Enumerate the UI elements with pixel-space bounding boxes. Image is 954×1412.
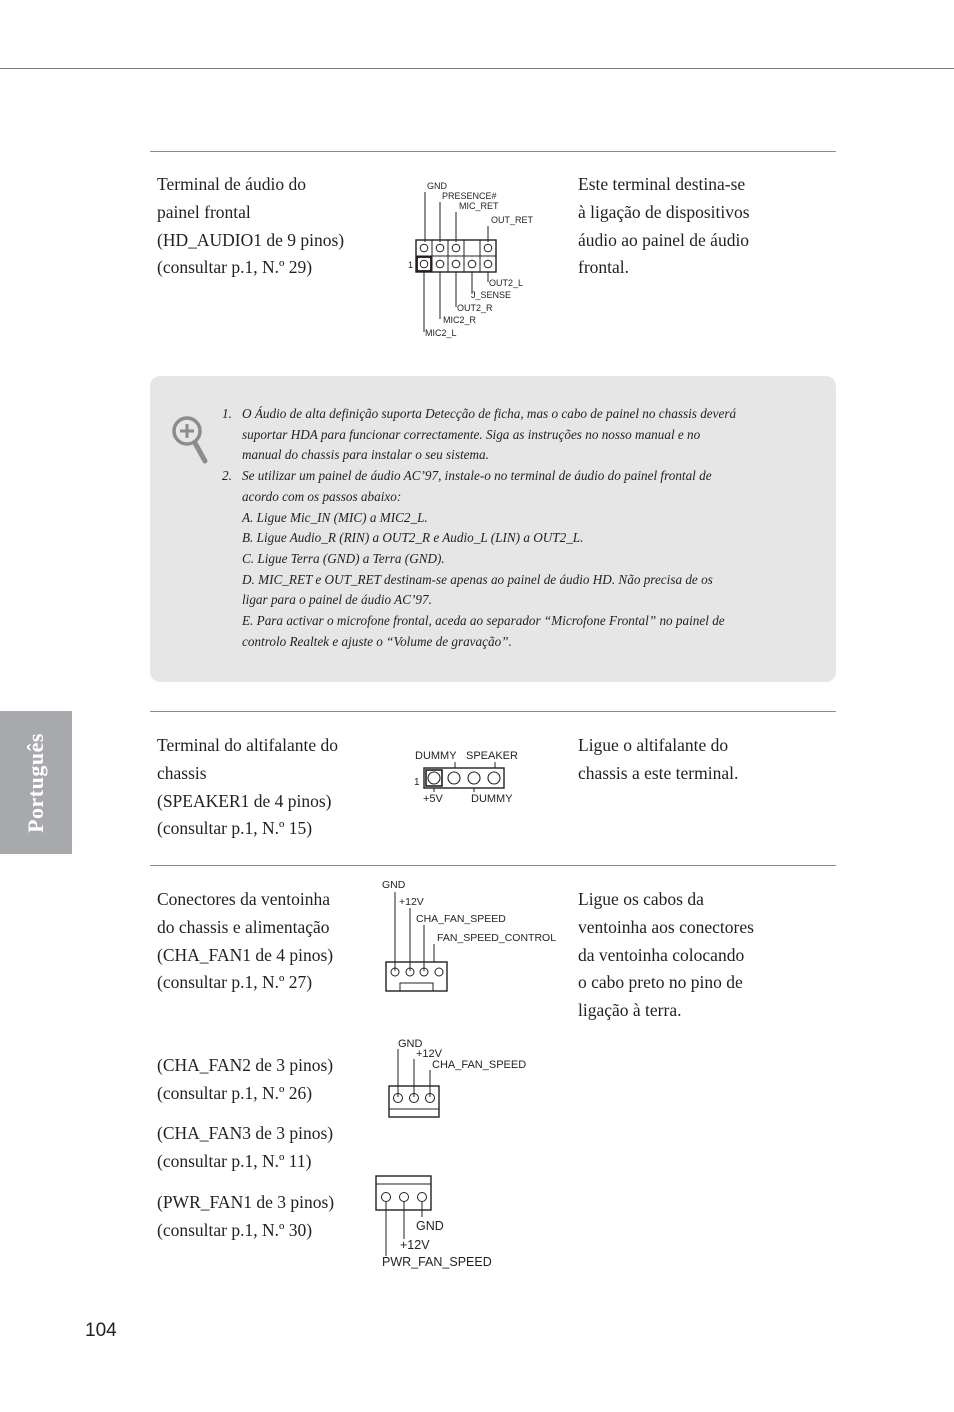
pin-label-mic2-l: MIC2_L	[425, 328, 457, 338]
note-text: 1. O Áudio de alta definição suporta Detecção de ficha, mas o cabo de painel no chassis deverá suportar HDA para funcionar correctamente. Siga as instruções no nosso manual e no manual do chassis para instalar o seu sistema. 2. Se utilizar um painel de áudio AC’97, instale-o no terminal de áudio do painel frontal de acordo com os passos abaixo: A. Ligue Mic_IN (MIC) a MIC2_L. B. Ligue Audio_R (RIN) a OUT2_R e Audio_L (LIN) a OUT2_L. C. Ligue Terra (GND) a Terra (GND). D. MIC_RET e OUT_RET destinam-se apenas ao painel de áudio HD. Não precisa de os ligar para o painel de áudio AC’97. E. Para activar o microfone frontal, aceda ao separador “Microfone Frontal” no painel de controlo Realtek e ajuste o “Volume de gravação”.	[222, 406, 737, 649]
pin-label-cha-fan-speed: CHA_FAN_SPEED	[416, 913, 506, 925]
speaker-title: Terminal do altifalante do chassis (SPEAKER1 de 4 pinos) (consultar p.1, N.º 15)	[157, 735, 338, 839]
pin-label-out2-r: OUT2_R	[457, 303, 493, 313]
section-divider	[150, 865, 836, 866]
pin-label-dummy-top: DUMMY	[415, 750, 457, 762]
pwr-fan1-pinout-diagram	[372, 1172, 512, 1277]
pin-label-plus12v: +12V	[400, 1238, 430, 1252]
hd-audio-description: Este terminal destina-se à ligação de dispositivos áudio ao painel de áudio frontal.	[578, 174, 750, 278]
cha-fan2-title: (CHA_FAN2 de 3 pinos) (consultar p.1, N.º 26)	[157, 1055, 334, 1103]
cha-fan2-pinout-diagram	[385, 1035, 535, 1125]
speaker-description: Ligue o altifalante do chassis a este terminal.	[578, 735, 739, 783]
speaker-pinout-diagram	[410, 744, 535, 813]
pin-label-mic2-r: MIC2_R	[443, 315, 477, 325]
pin-label-speaker: SPEAKER	[466, 750, 518, 762]
section-divider	[150, 711, 836, 712]
fans-description: Ligue os cabos da ventoinha aos conectores da ventoinha colocando o cabo preto no pino de ligação à terra.	[578, 889, 754, 1021]
note-item-2: 2. Se utilizar um painel de áudio AC’97, instale-o no terminal de áudio do painel frontal de	[222, 468, 712, 484]
pin-label-mic-ret: MIC_RET	[459, 201, 499, 211]
pin-label-plus12v: +12V	[399, 896, 424, 908]
pwr-fan1-title: (PWR_FAN1 de 3 pinos) (consultar p.1, N.º 30)	[157, 1192, 335, 1240]
section-divider	[150, 151, 836, 152]
pin-label-fan-speed-control: FAN_SPEED_CONTROL	[437, 932, 557, 944]
pin-label-dummy-bottom: DUMMY	[471, 793, 513, 805]
note-item-1: 1. O Áudio de alta definição suporta Detecção de ficha, mas o cabo de painel no chassis deverá	[222, 406, 737, 421]
language-side-tab	[0, 711, 72, 854]
pin-label-one: 1	[414, 777, 420, 788]
hd-audio-title: Terminal de áudio do painel frontal (HD_AUDIO1 de 9 pinos) (consultar p.1, N.º 29)	[157, 174, 345, 278]
pin-label-gnd: GND	[427, 181, 447, 191]
pin-label-gnd: GND	[382, 879, 406, 891]
pin-label-plus5v: +5V	[423, 793, 443, 805]
header-rule	[0, 68, 954, 69]
pin-label-presence: PRESENCE#	[442, 191, 497, 201]
fans-title: Conectores da ventoinha do chassis e alimentação (CHA_FAN1 de 4 pinos) (consultar p.1, N.º 27)	[157, 889, 334, 993]
pin-label-gnd: GND	[416, 1219, 444, 1233]
pin-label-out-ret: OUT_RET	[491, 215, 534, 225]
pin-label-j-sense: J_SENSE	[471, 290, 512, 300]
hd-audio-pinout-diagram	[400, 178, 550, 348]
side-tab-label: Português	[23, 732, 48, 833]
cha-fan3-title: (CHA_FAN3 de 3 pinos) (consultar p.1, N.º 11)	[157, 1123, 334, 1171]
pin-label-out2-l: OUT2_L	[489, 278, 524, 288]
pin-label-plus12v: +12V	[416, 1048, 442, 1060]
pin-label-pwr-fan-speed: PWR_FAN_SPEED	[382, 1255, 492, 1269]
page-number: 104	[85, 1320, 117, 1341]
cha-fan1-pinout-diagram	[378, 876, 563, 1001]
pin-label-gnd: GND	[398, 1038, 423, 1050]
pin-label-one: 1	[408, 260, 414, 270]
zoom-in-magnifier-icon	[170, 414, 210, 471]
pin-label-cha-fan-speed: CHA_FAN_SPEED	[432, 1059, 527, 1071]
